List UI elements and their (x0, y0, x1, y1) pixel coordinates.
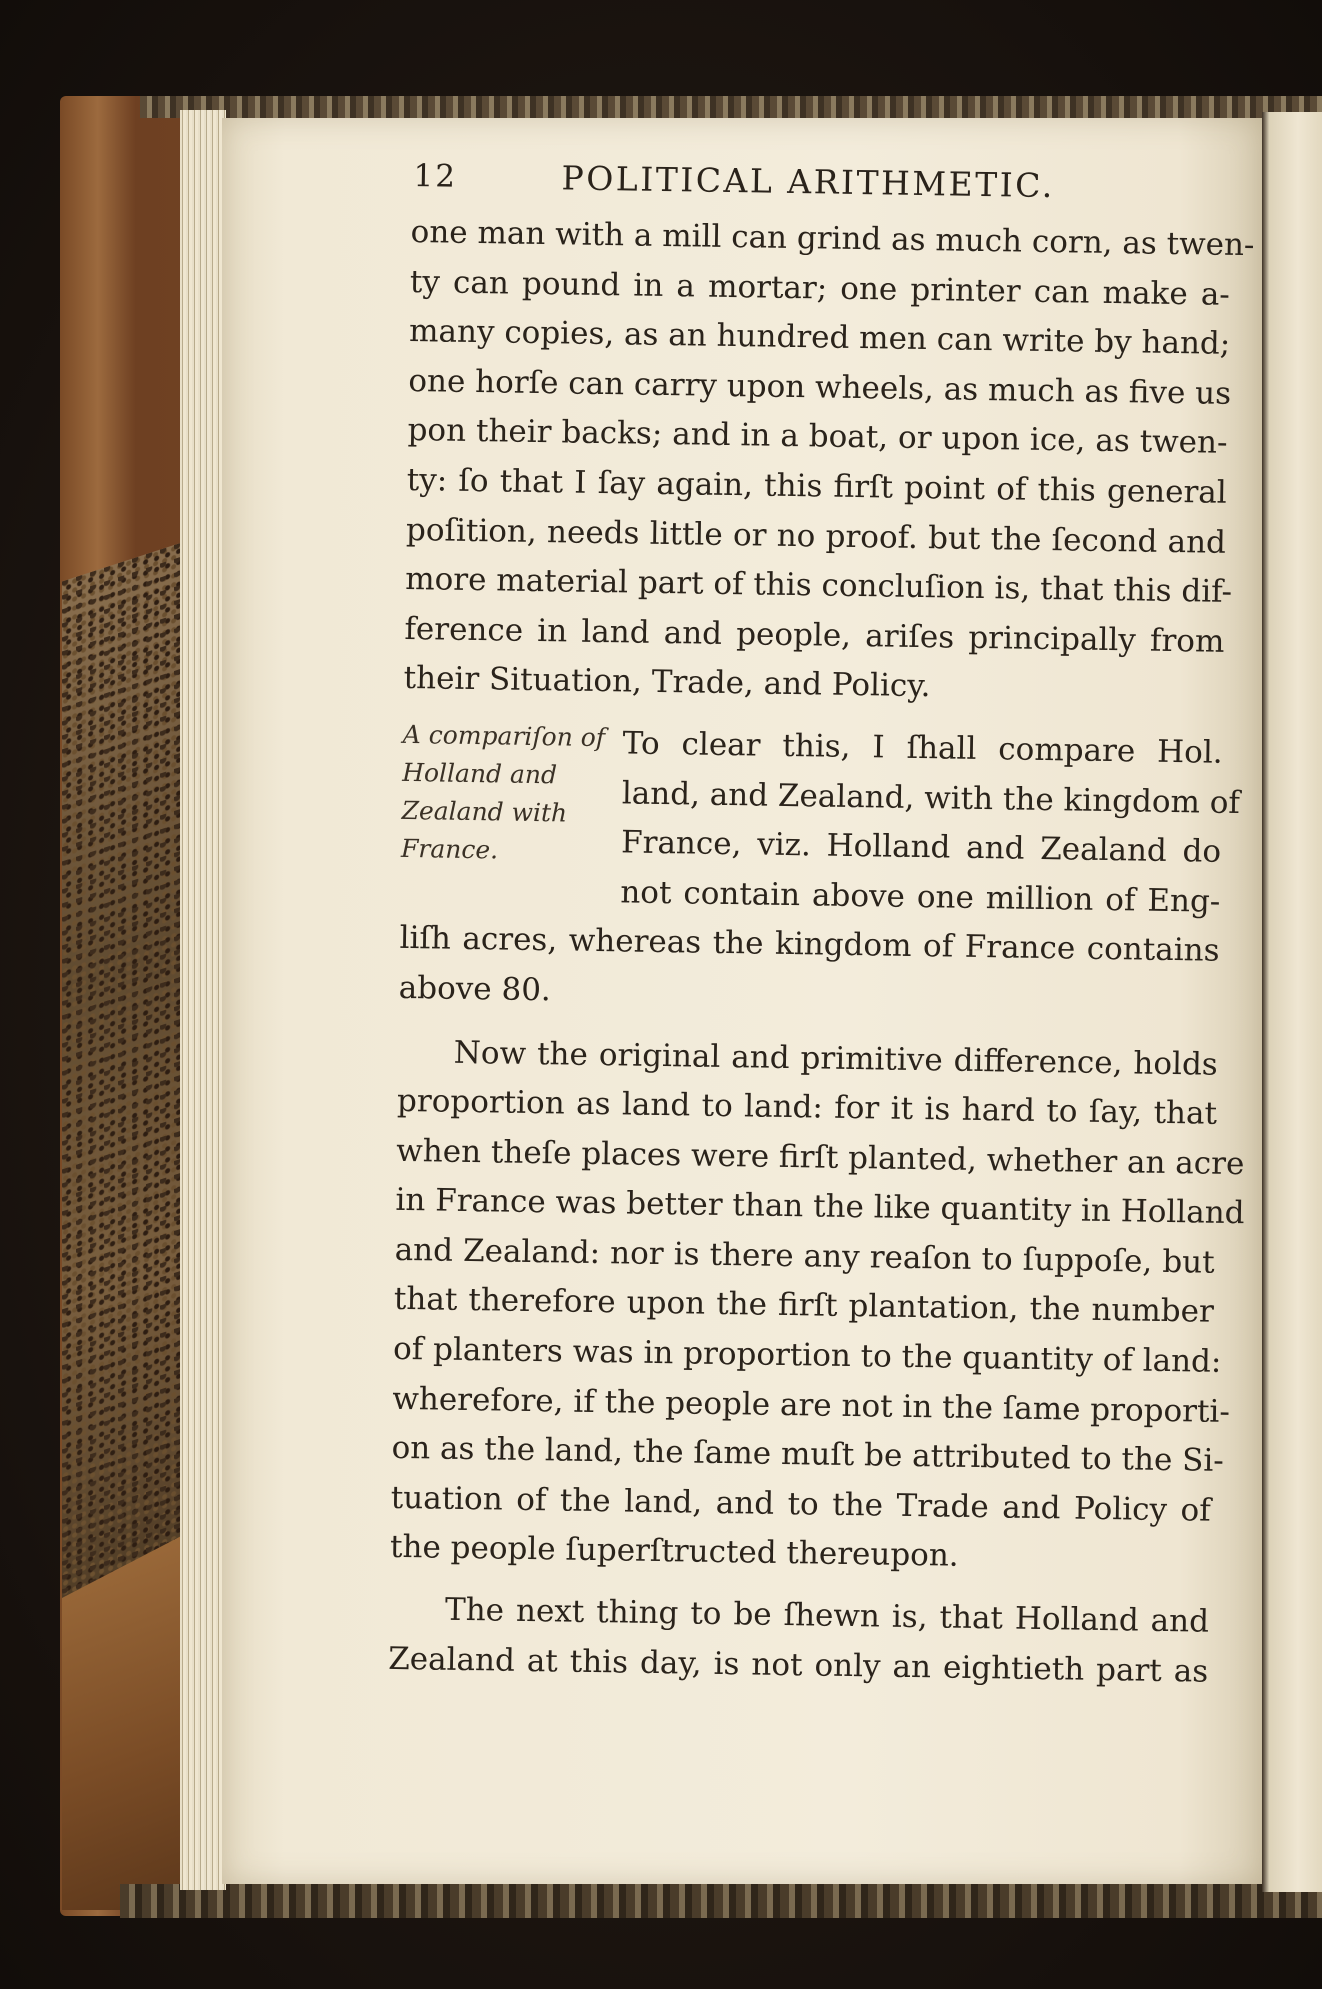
text-line: that therefore upon the firſt plantation, the number (393, 1281, 1215, 1331)
bottom-page-edge (120, 1884, 1322, 1918)
margin-note-line: A compariſon of (402, 719, 606, 753)
text-line: tuation of the land, and to the Trade and Policy of (390, 1479, 1212, 1529)
text-line: wherefore, if the people are not in the ſame proporti- (392, 1380, 1231, 1430)
text-line: above 80. (398, 969, 552, 1009)
text-line: ty: ſo that I ſay again, this firſt point of this general (406, 461, 1227, 511)
top-page-edge (140, 96, 1322, 118)
text-line: Now the original and primitive difference, holds (453, 1034, 1219, 1083)
text-line: The next thing to be ſhewn is, that Holland and (444, 1591, 1210, 1640)
paragraph-4 (388, 1585, 1209, 1697)
paragraph-1 (403, 208, 1255, 717)
page-stack-edges (180, 110, 226, 1890)
text-line: France, viz. Holland and Zealand do (620, 824, 1222, 870)
text-line: pon their backs; and in a boat, or upon ice, as twen- (407, 412, 1228, 462)
text-line: when theſe places were firſt planted, whether an acre (395, 1132, 1245, 1182)
text-line: many copies, as an hundred men can write by hand; (408, 313, 1231, 363)
text-line: their Situation, Trade, and Policy. (403, 660, 931, 705)
page-content (388, 150, 1255, 1697)
running-title: POLITICAL ARITHMETIC. (561, 158, 1056, 206)
page-number: 12 (413, 158, 458, 195)
text-line: one horſe can carry upon wheels, as much as five us (408, 362, 1232, 412)
margin-note-line: France. (400, 833, 499, 865)
text-line: and Zealand: nor is there any reaſon to ſuppoſe, but (394, 1231, 1215, 1281)
text-line: land, and Zealand, with the kingdom of (621, 774, 1241, 821)
text-line: ty can pound in a mortar; one printer can make a- (409, 263, 1231, 313)
margin-note-line: Zealand with (401, 795, 568, 828)
paragraph-2-block (398, 716, 1241, 1026)
text-line: on as the land, the ſame muſt be attributed to the Si- (391, 1430, 1225, 1480)
text-line: proportion as land to land: for it is hard to ſay, that (396, 1082, 1218, 1132)
margin-note (401, 716, 613, 871)
text-line: more material part of this concluſion is, that this dif- (404, 561, 1233, 611)
text-line: one man with a mill can grind as much corn, as twen- (410, 213, 1255, 264)
paragraph-3 (389, 1027, 1245, 1585)
text-line: poſition, needs little or no proof. but the ſecond and (405, 511, 1227, 561)
margin-note-line: Holland and (401, 757, 558, 790)
text-line: of planters was in proportion to the quantity of land: (392, 1330, 1222, 1380)
text-line: Zealand at this day, is not only an eightieth part as (388, 1640, 1209, 1690)
text-line: the people ſuperſtructed thereupon. (389, 1529, 959, 1575)
text-line: ference in land and people, ariſes principally from (404, 610, 1225, 660)
marbled-board (62, 539, 194, 1602)
text-line: To clear this, I ſhall compare Hol. (622, 725, 1223, 771)
text-line: liſh acres, whereas the kingdom of France contains (399, 920, 1220, 970)
text-line: not contain above one million of Eng- (620, 874, 1221, 920)
text-line: in France was better than the like quantity in Holland (395, 1182, 1245, 1232)
facing-page-edge (1262, 112, 1322, 1892)
